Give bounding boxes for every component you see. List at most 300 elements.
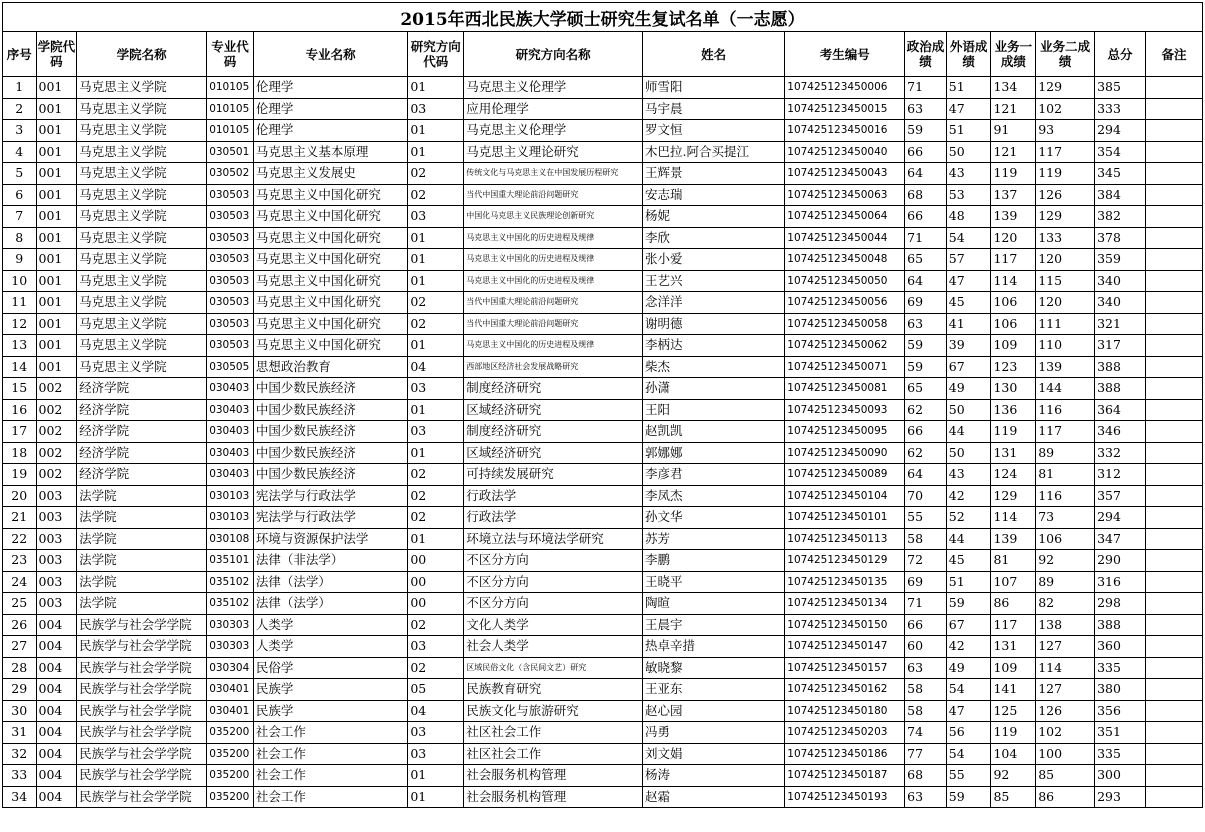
row-subject2-score: 102	[1036, 722, 1095, 744]
row-college-code: 001	[36, 77, 77, 99]
row-subject1-score: 85	[991, 786, 1036, 808]
row-college-name: 马克思主义学院	[77, 335, 207, 357]
table-row	[3, 335, 1203, 357]
row-subject1-score: 117	[991, 249, 1036, 271]
row-subject1-score: 107	[991, 571, 1036, 593]
row-college-code: 002	[36, 421, 77, 443]
row-exam-id: 107425123450090	[785, 442, 905, 464]
row-language-score: 43	[946, 464, 991, 486]
row-direction-code: 02	[408, 614, 464, 636]
row-subject2-score: 117	[1036, 141, 1095, 163]
row-subject2-score: 139	[1036, 356, 1095, 378]
row-exam-id: 107425123450016	[785, 120, 905, 142]
row-student-name: 杨妮	[643, 206, 785, 228]
row-politics-score: 65	[905, 249, 947, 271]
row-note	[1145, 528, 1202, 550]
row-note	[1145, 356, 1202, 378]
row-college-name: 法学院	[77, 528, 207, 550]
row-total-score: 333	[1095, 98, 1146, 120]
row-direction-name: 文化人类学	[464, 614, 643, 636]
row-language-score: 50	[946, 141, 991, 163]
row-exam-id: 107425123450193	[785, 786, 905, 808]
row-note	[1145, 743, 1202, 765]
row-college-name: 民族学与社会学学院	[77, 636, 207, 658]
row-college-code: 002	[36, 442, 77, 464]
row-note	[1145, 378, 1202, 400]
row-college-name: 马克思主义学院	[77, 356, 207, 378]
row-exam-id: 107425123450044	[785, 227, 905, 249]
row-direction-name: 马克思主义伦理学	[464, 120, 643, 142]
row-exam-id: 107425123450063	[785, 184, 905, 206]
row-college-name: 法学院	[77, 550, 207, 572]
row-major-code: 030303	[207, 614, 254, 636]
row-language-score: 48	[946, 206, 991, 228]
row-subject2-score: 120	[1036, 249, 1095, 271]
row-total-score: 300	[1095, 765, 1146, 787]
row-direction-code: 01	[408, 77, 464, 99]
row-language-score: 44	[946, 528, 991, 550]
row-major-code: 030502	[207, 163, 254, 185]
row-student-name: 王亚东	[643, 679, 785, 701]
row-direction-code: 01	[408, 141, 464, 163]
row-direction-name: 当代中国重大理论前沿问题研究	[464, 313, 643, 335]
row-subject1-score: 114	[991, 507, 1036, 529]
row-student-name: 王阳	[643, 399, 785, 421]
row-student-name: 敏晓黎	[643, 657, 785, 679]
row-total-score: 388	[1095, 378, 1146, 400]
row-direction-name: 区域经济研究	[464, 399, 643, 421]
row-major-name: 宪法学与行政法学	[253, 485, 407, 507]
row-direction-name: 环境立法与环境法学研究	[464, 528, 643, 550]
row-student-name: 李凤杰	[643, 485, 785, 507]
table-row	[3, 421, 1203, 443]
row-subject1-score: 81	[991, 550, 1036, 572]
row-politics-score: 55	[905, 507, 947, 529]
row-college-name: 民族学与社会学学院	[77, 614, 207, 636]
row-exam-id: 107425123450180	[785, 700, 905, 722]
row-total-score: 298	[1095, 593, 1146, 615]
row-seq: 18	[3, 442, 37, 464]
table-row	[3, 378, 1203, 400]
table-row	[3, 679, 1203, 701]
row-college-name: 民族学与社会学学院	[77, 679, 207, 701]
row-direction-code: 01	[408, 335, 464, 357]
row-language-score: 57	[946, 249, 991, 271]
row-exam-id: 107425123450187	[785, 765, 905, 787]
row-seq: 21	[3, 507, 37, 529]
row-language-score: 43	[946, 163, 991, 185]
header-exam-id: 考生编号	[785, 32, 905, 77]
table-row	[3, 313, 1203, 335]
row-direction-name: 社会服务机构管理	[464, 765, 643, 787]
row-seq: 31	[3, 722, 37, 744]
row-major-code: 035200	[207, 765, 254, 787]
row-student-name: 王艺兴	[643, 270, 785, 292]
row-politics-score: 59	[905, 356, 947, 378]
row-total-score: 356	[1095, 700, 1146, 722]
row-seq: 7	[3, 206, 37, 228]
table-row	[3, 141, 1203, 163]
row-college-code: 001	[36, 141, 77, 163]
row-seq: 10	[3, 270, 37, 292]
row-direction-code: 01	[408, 442, 464, 464]
row-total-score: 385	[1095, 77, 1146, 99]
table-row	[3, 227, 1203, 249]
row-direction-name: 马克思主义伦理学	[464, 77, 643, 99]
row-exam-id: 107425123450089	[785, 464, 905, 486]
row-exam-id: 107425123450093	[785, 399, 905, 421]
row-politics-score: 62	[905, 442, 947, 464]
row-major-name: 宪法学与行政法学	[253, 507, 407, 529]
row-direction-code: 01	[408, 765, 464, 787]
row-college-name: 马克思主义学院	[77, 120, 207, 142]
page-title: 2015年西北民族大学硕士研究生复试名单（一志愿）	[3, 3, 1203, 32]
row-direction-name: 西部地区经济社会发展战略研究	[464, 356, 643, 378]
row-language-score: 51	[946, 571, 991, 593]
row-total-score: 316	[1095, 571, 1146, 593]
header-direction-code: 研究方向代码	[408, 32, 464, 77]
row-exam-id: 107425123450147	[785, 636, 905, 658]
row-direction-code: 01	[408, 528, 464, 550]
row-major-name: 社会工作	[253, 743, 407, 765]
row-student-name: 李柄达	[643, 335, 785, 357]
table-row	[3, 399, 1203, 421]
row-college-code: 001	[36, 270, 77, 292]
row-major-code: 030503	[207, 206, 254, 228]
row-direction-code: 03	[408, 743, 464, 765]
row-language-score: 47	[946, 270, 991, 292]
row-politics-score: 62	[905, 399, 947, 421]
row-major-name: 马克思主义发展史	[253, 163, 407, 185]
row-student-name: 孙文华	[643, 507, 785, 529]
row-note	[1145, 249, 1202, 271]
row-college-name: 经济学院	[77, 464, 207, 486]
row-college-name: 马克思主义学院	[77, 313, 207, 335]
row-language-score: 44	[946, 421, 991, 443]
row-college-code: 001	[36, 206, 77, 228]
row-note	[1145, 571, 1202, 593]
row-college-name: 马克思主义学院	[77, 270, 207, 292]
row-subject1-score: 114	[991, 270, 1036, 292]
header-name: 姓名	[643, 32, 785, 77]
row-politics-score: 59	[905, 335, 947, 357]
row-college-code: 002	[36, 464, 77, 486]
row-seq: 15	[3, 378, 37, 400]
row-major-name: 马克思主义中国化研究	[253, 335, 407, 357]
row-seq: 8	[3, 227, 37, 249]
row-total-score: 321	[1095, 313, 1146, 335]
row-student-name: 杨涛	[643, 765, 785, 787]
table-row	[3, 270, 1203, 292]
row-major-name: 中国少数民族经济	[253, 378, 407, 400]
row-major-name: 马克思主义中国化研究	[253, 206, 407, 228]
row-politics-score: 69	[905, 571, 947, 593]
row-total-score: 345	[1095, 163, 1146, 185]
row-college-name: 民族学与社会学学院	[77, 700, 207, 722]
row-subject1-score: 139	[991, 528, 1036, 550]
row-college-name: 经济学院	[77, 442, 207, 464]
row-total-score: 347	[1095, 528, 1146, 550]
row-note	[1145, 442, 1202, 464]
row-student-name: 安志瑞	[643, 184, 785, 206]
row-exam-id: 107425123450186	[785, 743, 905, 765]
row-college-name: 法学院	[77, 571, 207, 593]
row-major-code: 030503	[207, 249, 254, 271]
row-language-score: 54	[946, 227, 991, 249]
header-major-name: 专业名称	[253, 32, 407, 77]
row-seq: 32	[3, 743, 37, 765]
row-college-name: 马克思主义学院	[77, 77, 207, 99]
row-direction-code: 02	[408, 657, 464, 679]
row-college-code: 003	[36, 507, 77, 529]
row-subject1-score: 136	[991, 399, 1036, 421]
row-language-score: 54	[946, 679, 991, 701]
row-college-name: 民族学与社会学学院	[77, 786, 207, 808]
row-direction-name: 不区分方向	[464, 593, 643, 615]
row-college-code: 001	[36, 292, 77, 314]
row-student-name: 王晓平	[643, 571, 785, 593]
row-college-name: 马克思主义学院	[77, 206, 207, 228]
row-college-code: 001	[36, 120, 77, 142]
table-row	[3, 550, 1203, 572]
row-politics-score: 58	[905, 700, 947, 722]
row-exam-id: 107425123450071	[785, 356, 905, 378]
row-language-score: 45	[946, 550, 991, 572]
row-exam-id: 107425123450101	[785, 507, 905, 529]
row-note	[1145, 657, 1202, 679]
row-college-code: 003	[36, 485, 77, 507]
row-note	[1145, 765, 1202, 787]
row-note	[1145, 120, 1202, 142]
row-direction-code: 03	[408, 636, 464, 658]
row-politics-score: 63	[905, 657, 947, 679]
table-row	[3, 507, 1203, 529]
row-politics-score: 66	[905, 141, 947, 163]
row-college-name: 民族学与社会学学院	[77, 657, 207, 679]
row-total-score: 354	[1095, 141, 1146, 163]
row-college-name: 民族学与社会学学院	[77, 743, 207, 765]
row-exam-id: 107425123450056	[785, 292, 905, 314]
row-major-name: 马克思主义中国化研究	[253, 227, 407, 249]
row-subject2-score: 127	[1036, 679, 1095, 701]
row-major-code: 010105	[207, 77, 254, 99]
table-row	[3, 249, 1203, 271]
row-note	[1145, 550, 1202, 572]
row-note	[1145, 399, 1202, 421]
row-exam-id: 107425123450064	[785, 206, 905, 228]
row-college-name: 法学院	[77, 485, 207, 507]
row-seq: 20	[3, 485, 37, 507]
row-major-code: 035101	[207, 550, 254, 572]
table-row	[3, 786, 1203, 808]
row-subject2-score: 115	[1036, 270, 1095, 292]
row-major-code: 030503	[207, 227, 254, 249]
row-note	[1145, 421, 1202, 443]
row-student-name: 热卓辛措	[643, 636, 785, 658]
row-politics-score: 74	[905, 722, 947, 744]
row-student-name: 王辉景	[643, 163, 785, 185]
row-direction-name: 可持续发展研究	[464, 464, 643, 486]
row-major-code: 035102	[207, 593, 254, 615]
row-politics-score: 71	[905, 593, 947, 615]
row-direction-code: 02	[408, 507, 464, 529]
row-direction-code: 01	[408, 120, 464, 142]
row-college-code: 004	[36, 679, 77, 701]
row-student-name: 张小爱	[643, 249, 785, 271]
table-row	[3, 571, 1203, 593]
row-exam-id: 107425123450015	[785, 98, 905, 120]
row-subject2-score: 117	[1036, 421, 1095, 443]
row-direction-name: 当代中国重大理论前沿问题研究	[464, 292, 643, 314]
row-subject1-score: 125	[991, 700, 1036, 722]
row-major-name: 中国少数民族经济	[253, 442, 407, 464]
table-row	[3, 98, 1203, 120]
row-direction-code: 01	[408, 399, 464, 421]
row-major-code: 030401	[207, 679, 254, 701]
row-total-score: 388	[1095, 356, 1146, 378]
row-direction-code: 02	[408, 485, 464, 507]
row-exam-id: 107425123450157	[785, 657, 905, 679]
row-major-name: 马克思主义中国化研究	[253, 184, 407, 206]
row-language-score: 56	[946, 722, 991, 744]
row-seq: 6	[3, 184, 37, 206]
row-politics-score: 63	[905, 313, 947, 335]
row-language-score: 50	[946, 442, 991, 464]
row-language-score: 51	[946, 120, 991, 142]
row-major-name: 社会工作	[253, 722, 407, 744]
row-exam-id: 107425123450135	[785, 571, 905, 593]
row-subject2-score: 73	[1036, 507, 1095, 529]
admission-table	[2, 2, 1203, 808]
table-row	[3, 722, 1203, 744]
row-subject1-score: 134	[991, 77, 1036, 99]
row-direction-name: 制度经济研究	[464, 421, 643, 443]
row-note	[1145, 593, 1202, 615]
row-total-score: 351	[1095, 722, 1146, 744]
row-note	[1145, 141, 1202, 163]
row-major-code: 035200	[207, 743, 254, 765]
row-note	[1145, 292, 1202, 314]
row-student-name: 师雪阳	[643, 77, 785, 99]
row-subject2-score: 82	[1036, 593, 1095, 615]
row-note	[1145, 77, 1202, 99]
row-direction-code: 02	[408, 313, 464, 335]
row-exam-id: 107425123450043	[785, 163, 905, 185]
row-subject1-score: 117	[991, 614, 1036, 636]
row-college-code: 001	[36, 249, 77, 271]
table-row	[3, 163, 1203, 185]
row-language-score: 54	[946, 743, 991, 765]
row-language-score: 59	[946, 593, 991, 615]
row-college-code: 004	[36, 722, 77, 744]
row-seq: 26	[3, 614, 37, 636]
row-subject2-score: 116	[1036, 485, 1095, 507]
row-direction-code: 02	[408, 184, 464, 206]
row-college-name: 马克思主义学院	[77, 163, 207, 185]
table-row	[3, 700, 1203, 722]
row-college-code: 002	[36, 399, 77, 421]
row-direction-name: 社区社会工作	[464, 743, 643, 765]
row-exam-id: 107425123450095	[785, 421, 905, 443]
row-politics-score: 66	[905, 614, 947, 636]
row-major-name: 思想政治教育	[253, 356, 407, 378]
row-student-name: 马宇晨	[643, 98, 785, 120]
row-note	[1145, 786, 1202, 808]
row-major-code: 035200	[207, 722, 254, 744]
row-politics-score: 71	[905, 227, 947, 249]
row-politics-score: 64	[905, 270, 947, 292]
row-seq: 12	[3, 313, 37, 335]
row-student-name: 罗文恒	[643, 120, 785, 142]
row-subject1-score: 139	[991, 206, 1036, 228]
row-subject2-score: 116	[1036, 399, 1095, 421]
row-seq: 9	[3, 249, 37, 271]
row-language-score: 52	[946, 507, 991, 529]
row-college-name: 马克思主义学院	[77, 98, 207, 120]
row-language-score: 47	[946, 700, 991, 722]
row-exam-id: 107425123450203	[785, 722, 905, 744]
row-subject1-score: 91	[991, 120, 1036, 142]
row-major-code: 030403	[207, 378, 254, 400]
row-college-code: 004	[36, 614, 77, 636]
row-total-score: 364	[1095, 399, 1146, 421]
row-major-name: 伦理学	[253, 120, 407, 142]
row-college-name: 马克思主义学院	[77, 184, 207, 206]
row-total-score: 382	[1095, 206, 1146, 228]
row-college-code: 003	[36, 593, 77, 615]
row-total-score: 384	[1095, 184, 1146, 206]
row-language-score: 39	[946, 335, 991, 357]
row-major-name: 中国少数民族经济	[253, 421, 407, 443]
row-total-score: 293	[1095, 786, 1146, 808]
row-seq: 33	[3, 765, 37, 787]
row-language-score: 42	[946, 636, 991, 658]
row-direction-code: 01	[408, 786, 464, 808]
row-college-code: 003	[36, 528, 77, 550]
row-seq: 23	[3, 550, 37, 572]
row-direction-name: 不区分方向	[464, 571, 643, 593]
row-seq: 29	[3, 679, 37, 701]
row-subject1-score: 129	[991, 485, 1036, 507]
row-direction-code: 00	[408, 593, 464, 615]
table-row	[3, 206, 1203, 228]
row-student-name: 冯勇	[643, 722, 785, 744]
row-subject2-score: 119	[1036, 163, 1095, 185]
row-student-name: 郭娜娜	[643, 442, 785, 464]
header-politics: 政治成绩	[905, 32, 947, 77]
row-college-code: 004	[36, 743, 77, 765]
row-college-code: 001	[36, 356, 77, 378]
row-major-code: 030503	[207, 313, 254, 335]
row-seq: 11	[3, 292, 37, 314]
row-language-score: 55	[946, 765, 991, 787]
row-language-score: 47	[946, 98, 991, 120]
row-total-score: 388	[1095, 614, 1146, 636]
header-note: 备注	[1145, 32, 1202, 77]
row-seq: 3	[3, 120, 37, 142]
row-subject2-score: 102	[1036, 98, 1095, 120]
row-total-score: 359	[1095, 249, 1146, 271]
row-student-name: 赵心园	[643, 700, 785, 722]
row-major-name: 民族学	[253, 700, 407, 722]
row-college-code: 004	[36, 765, 77, 787]
row-exam-id: 107425123450104	[785, 485, 905, 507]
row-college-name: 马克思主义学院	[77, 141, 207, 163]
row-major-name: 马克思主义基本原理	[253, 141, 407, 163]
table-body	[3, 77, 1203, 808]
row-major-code: 010105	[207, 98, 254, 120]
row-note	[1145, 184, 1202, 206]
